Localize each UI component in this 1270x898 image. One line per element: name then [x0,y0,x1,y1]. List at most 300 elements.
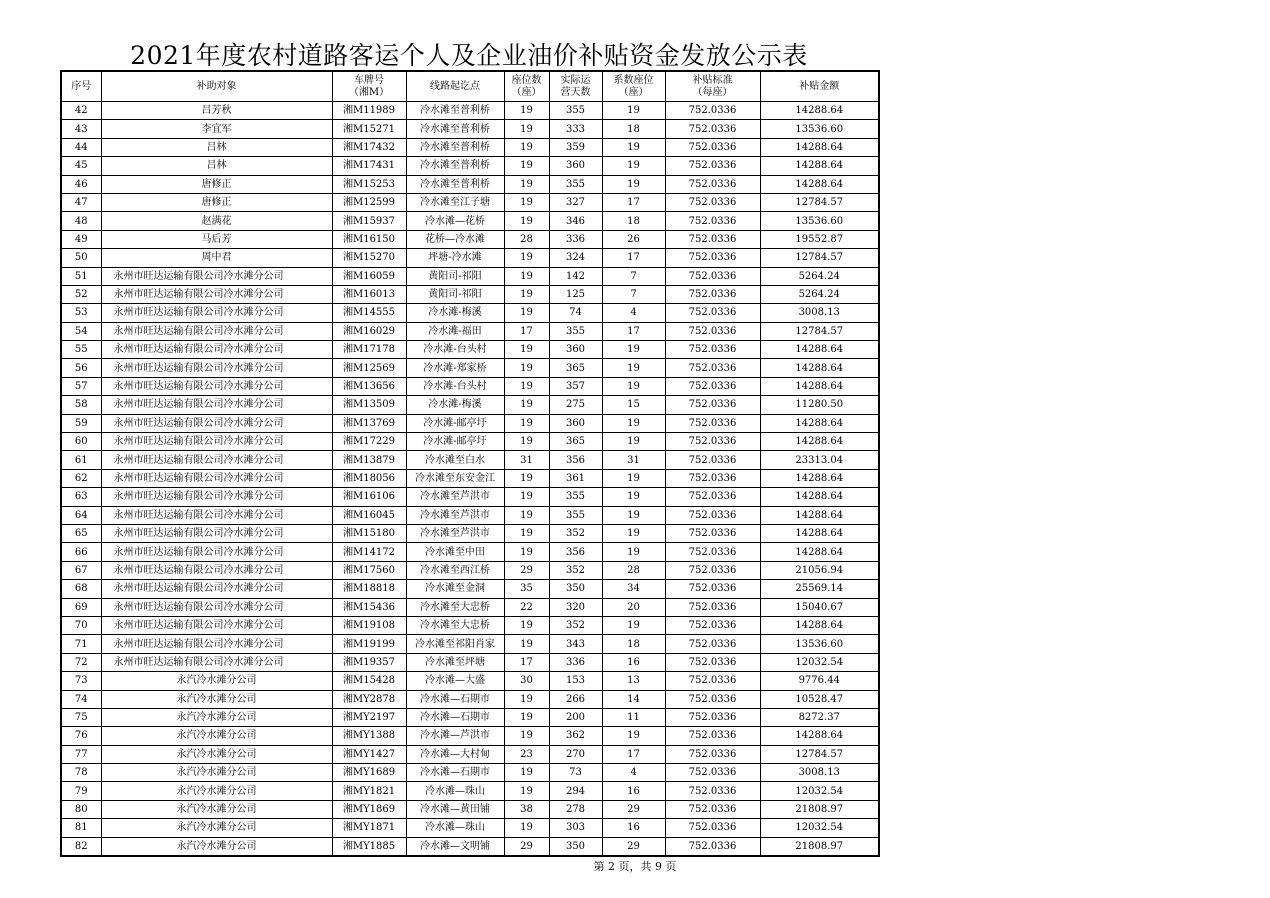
cell-col-recipient: 永州市旺达运输有限公司冷水滩分公司 [101,304,332,322]
cell-col-days: 355 [549,102,602,120]
table-row [61,635,879,653]
cell-col-route: 冷水滩—石期市 [406,690,504,708]
table-row [61,469,879,487]
cell-col-plate: 湘MY2197 [332,708,406,726]
cell-col-plate: 湘M16059 [332,267,406,285]
cell-col-amount: 14288.64 [760,506,879,524]
cell-col-amount: 13536.60 [760,120,879,138]
cell-col-route: 冷水滩-台头村 [406,341,504,359]
cell-col-route: 冷水滩至芦洪市 [406,488,504,506]
cell-col-index: 65 [61,524,101,542]
cell-col-amount: 15040.67 [760,598,879,616]
cell-col-route: 冷水滩—黄田铺 [406,800,504,818]
cell-col-plate: 湘M18818 [332,580,406,598]
cell-col-index: 68 [61,580,101,598]
cell-col-index: 72 [61,653,101,671]
page-footer: 第 2 页，共 9 页 [593,860,677,873]
table-row [61,157,879,175]
cell-col-index: 61 [61,451,101,469]
cell-col-standard: 752.0336 [665,819,760,837]
cell-col-standard: 752.0336 [665,727,760,745]
cell-col-index: 50 [61,249,101,267]
cell-col-index: 59 [61,414,101,432]
cell-col-standard: 752.0336 [665,322,760,340]
cell-col-index: 44 [61,138,101,156]
cell-col-plate: 湘M18056 [332,469,406,487]
table-row [61,837,879,856]
cell-col-amount: 3008.13 [760,304,879,322]
cell-col-route: 冷水滩—花桥 [406,212,504,230]
cell-col-plate: 湘MY1689 [332,764,406,782]
cell-col-route: 冷水滩至坪塘 [406,653,504,671]
cell-col-recipient: 吕芳秋 [101,102,332,120]
cell-col-days: 350 [549,837,602,856]
cell-col-amount: 12032.54 [760,819,879,837]
cell-col-recipient: 永州市旺达运输有限公司冷水滩分公司 [101,524,332,542]
cell-col-index: 64 [61,506,101,524]
table-row [61,451,879,469]
cell-col-coef-seats: 19 [602,377,665,395]
cell-col-amount: 21056.94 [760,561,879,579]
cell-col-index: 45 [61,157,101,175]
cell-col-seats: 19 [504,469,549,487]
cell-col-index: 63 [61,488,101,506]
cell-col-coef-seats: 7 [602,267,665,285]
cell-col-seats: 19 [504,414,549,432]
cell-col-route: 冷水滩-福田 [406,322,504,340]
cell-col-index: 52 [61,285,101,303]
cell-col-standard: 752.0336 [665,212,760,230]
cell-col-route: 冷水滩—芦洪市 [406,727,504,745]
cell-col-standard: 752.0336 [665,800,760,818]
table-row [61,616,879,634]
cell-col-days: 356 [549,543,602,561]
table-row [61,230,879,248]
cell-col-recipient: 永汽冷水滩分公司 [101,727,332,745]
cell-col-days: 343 [549,635,602,653]
cell-col-seats: 19 [504,488,549,506]
cell-col-route: 冷水滩-郑家桥 [406,359,504,377]
cell-col-index: 76 [61,727,101,745]
cell-col-seats: 19 [504,249,549,267]
cell-col-route: 坪塘-冷水滩 [406,249,504,267]
cell-col-amount: 12784.57 [760,193,879,211]
cell-col-seats: 29 [504,561,549,579]
table-row [61,322,879,340]
cell-col-amount: 8272.37 [760,708,879,726]
cell-col-recipient: 永州市旺达运输有限公司冷水滩分公司 [101,580,332,598]
cell-col-index: 80 [61,800,101,818]
cell-col-seats: 19 [504,690,549,708]
cell-col-recipient: 唐修正 [101,175,332,193]
cell-col-amount: 12784.57 [760,249,879,267]
cell-col-coef-seats: 29 [602,800,665,818]
cell-col-plate: 湘M15270 [332,249,406,267]
cell-col-coef-seats: 19 [602,616,665,634]
cell-col-plate: 湘M16106 [332,488,406,506]
cell-col-standard: 752.0336 [665,249,760,267]
cell-col-days: 352 [549,524,602,542]
cell-col-seats: 19 [504,377,549,395]
cell-col-index: 75 [61,708,101,726]
cell-col-amount: 14288.64 [760,616,879,634]
cell-col-route: 冷水滩至白水 [406,451,504,469]
cell-col-plate: 湘M13879 [332,451,406,469]
cell-col-amount: 14288.64 [760,175,879,193]
cell-col-plate: 湘M17178 [332,341,406,359]
cell-col-amount: 14288.64 [760,138,879,156]
cell-col-recipient: 永州市旺达运输有限公司冷水滩分公司 [101,616,332,634]
cell-col-seats: 19 [504,727,549,745]
cell-col-seats: 38 [504,800,549,818]
cell-col-recipient: 永汽冷水滩分公司 [101,837,332,856]
cell-col-standard: 752.0336 [665,341,760,359]
header-col-recipient: 补助对象 [101,71,332,102]
table-row [61,304,879,322]
cell-col-seats: 19 [504,543,549,561]
cell-col-amount: 14288.64 [760,433,879,451]
cell-col-route: 冷水滩至中田 [406,543,504,561]
cell-col-amount: 14288.64 [760,488,879,506]
cell-col-days: 362 [549,727,602,745]
table-row [61,764,879,782]
cell-col-standard: 752.0336 [665,175,760,193]
cell-col-index: 78 [61,764,101,782]
table-row [61,341,879,359]
cell-col-amount: 14288.64 [760,359,879,377]
cell-col-plate: 湘M15271 [332,120,406,138]
cell-col-route: 冷水滩至大忠桥 [406,616,504,634]
cell-col-coef-seats: 19 [602,433,665,451]
cell-col-route: 冷水滩至芦洪市 [406,506,504,524]
cell-col-coef-seats: 28 [602,561,665,579]
cell-col-standard: 752.0336 [665,304,760,322]
cell-col-recipient: 永州市旺达运输有限公司冷水滩分公司 [101,506,332,524]
cell-col-standard: 752.0336 [665,708,760,726]
cell-col-days: 336 [549,230,602,248]
cell-col-standard: 752.0336 [665,635,760,653]
cell-col-amount: 14288.64 [760,157,879,175]
cell-col-days: 355 [549,322,602,340]
cell-col-seats: 17 [504,322,549,340]
cell-col-plate: 湘M17229 [332,433,406,451]
cell-col-route: 冷水滩至普利桥 [406,175,504,193]
cell-col-plate: 湘M16029 [332,322,406,340]
cell-col-index: 56 [61,359,101,377]
cell-col-recipient: 吕林 [101,138,332,156]
cell-col-recipient: 永汽冷水滩分公司 [101,819,332,837]
cell-col-amount: 12784.57 [760,322,879,340]
cell-col-route: 冷水滩—石期市 [406,708,504,726]
cell-col-seats: 19 [504,708,549,726]
cell-col-plate: 湘MY1871 [332,819,406,837]
cell-col-seats: 19 [504,175,549,193]
cell-col-index: 46 [61,175,101,193]
cell-col-recipient: 永州市旺达运输有限公司冷水滩分公司 [101,322,332,340]
subsidy-table [60,70,880,857]
cell-col-plate: 湘M13769 [332,414,406,432]
cell-col-coef-seats: 4 [602,764,665,782]
cell-col-recipient: 永汽冷水滩分公司 [101,782,332,800]
cell-col-coef-seats: 34 [602,580,665,598]
cell-col-coef-seats: 15 [602,396,665,414]
cell-col-index: 73 [61,672,101,690]
cell-col-coef-seats: 19 [602,524,665,542]
table-row [61,800,879,818]
cell-col-standard: 752.0336 [665,653,760,671]
cell-col-standard: 752.0336 [665,488,760,506]
table-row [61,819,879,837]
cell-col-amount: 14288.64 [760,414,879,432]
cell-col-recipient: 永州市旺达运输有限公司冷水滩分公司 [101,451,332,469]
cell-col-index: 70 [61,616,101,634]
cell-col-seats: 22 [504,598,549,616]
cell-col-coef-seats: 4 [602,304,665,322]
cell-col-route: 冷水滩至普利桥 [406,120,504,138]
cell-col-coef-seats: 19 [602,175,665,193]
cell-col-route: 冷水滩-台头村 [406,377,504,395]
header-col-plate: 车牌号 （湘M） [332,71,406,102]
cell-col-index: 58 [61,396,101,414]
cell-col-route: 黄阳司-祁阳 [406,267,504,285]
table-row [61,433,879,451]
cell-col-days: 327 [549,193,602,211]
cell-col-index: 79 [61,782,101,800]
cell-col-recipient: 永汽冷水滩分公司 [101,800,332,818]
cell-col-standard: 752.0336 [665,543,760,561]
cell-col-days: 360 [549,414,602,432]
cell-col-plate: 湘MY1388 [332,727,406,745]
cell-col-days: 360 [549,341,602,359]
cell-col-days: 270 [549,745,602,763]
cell-col-coef-seats: 17 [602,745,665,763]
table-row [61,580,879,598]
cell-col-route: 冷水滩—大盛 [406,672,504,690]
cell-col-days: 73 [549,764,602,782]
cell-col-days: 275 [549,396,602,414]
table-row [61,102,879,120]
cell-col-amount: 14288.64 [760,377,879,395]
cell-col-coef-seats: 19 [602,138,665,156]
table-header-row [61,71,879,102]
cell-col-coef-seats: 19 [602,506,665,524]
cell-col-route: 冷水滩至西江桥 [406,561,504,579]
cell-col-standard: 752.0336 [665,764,760,782]
cell-col-route: 冷水滩至芦洪市 [406,524,504,542]
cell-col-standard: 752.0336 [665,396,760,414]
cell-col-recipient: 永州市旺达运输有限公司冷水滩分公司 [101,469,332,487]
cell-col-days: 153 [549,672,602,690]
cell-col-coef-seats: 31 [602,451,665,469]
cell-col-index: 51 [61,267,101,285]
cell-col-days: 200 [549,708,602,726]
cell-col-recipient: 永州市旺达运输有限公司冷水滩分公司 [101,488,332,506]
cell-col-standard: 752.0336 [665,377,760,395]
cell-col-days: 355 [549,488,602,506]
cell-col-days: 266 [549,690,602,708]
cell-col-standard: 752.0336 [665,230,760,248]
table-row [61,690,879,708]
cell-col-amount: 13536.60 [760,635,879,653]
cell-col-recipient: 周中君 [101,249,332,267]
cell-col-days: 356 [549,451,602,469]
header-col-amount: 补贴金额 [760,71,879,102]
cell-col-days: 360 [549,157,602,175]
cell-col-amount: 12784.57 [760,745,879,763]
cell-col-seats: 19 [504,616,549,634]
cell-col-coef-seats: 29 [602,837,665,856]
cell-col-plate: 湘M15180 [332,524,406,542]
cell-col-seats: 19 [504,212,549,230]
table-row [61,138,879,156]
cell-col-index: 48 [61,212,101,230]
cell-col-plate: 湘M15253 [332,175,406,193]
cell-col-recipient: 永州市旺达运输有限公司冷水滩分公司 [101,396,332,414]
cell-col-index: 67 [61,561,101,579]
cell-col-plate: 湘M19357 [332,653,406,671]
cell-col-recipient: 永州市旺达运输有限公司冷水滩分公司 [101,635,332,653]
cell-col-index: 43 [61,120,101,138]
cell-col-recipient: 永州市旺达运输有限公司冷水滩分公司 [101,543,332,561]
table-row [61,120,879,138]
table-row [61,506,879,524]
cell-col-route: 冷水滩至东安金江 [406,469,504,487]
cell-col-amount: 12032.54 [760,653,879,671]
cell-col-standard: 752.0336 [665,672,760,690]
table-row [61,267,879,285]
cell-col-route: 黄阳司-祁阳 [406,285,504,303]
cell-col-index: 47 [61,193,101,211]
cell-col-plate: 湘M13509 [332,396,406,414]
cell-col-days: 324 [549,249,602,267]
cell-col-route: 冷水滩—珠山 [406,782,504,800]
table-row [61,708,879,726]
cell-col-amount: 14288.64 [760,727,879,745]
cell-col-seats: 19 [504,782,549,800]
cell-col-route: 冷水滩-梅溪 [406,304,504,322]
header-col-index: 序号 [61,71,101,102]
table-row [61,377,879,395]
cell-col-coef-seats: 19 [602,102,665,120]
cell-col-plate: 湘MY2878 [332,690,406,708]
cell-col-recipient: 永州市旺达运输有限公司冷水滩分公司 [101,598,332,616]
cell-col-coef-seats: 19 [602,469,665,487]
cell-col-recipient: 李宜军 [101,120,332,138]
table-row [61,672,879,690]
cell-col-coef-seats: 16 [602,819,665,837]
cell-col-coef-seats: 19 [602,488,665,506]
cell-col-plate: 湘M11989 [332,102,406,120]
cell-col-standard: 752.0336 [665,616,760,634]
cell-col-standard: 752.0336 [665,580,760,598]
cell-col-standard: 752.0336 [665,359,760,377]
cell-col-standard: 752.0336 [665,561,760,579]
cell-col-coef-seats: 18 [602,120,665,138]
cell-col-route: 冷水滩至祁阳肖家 [406,635,504,653]
cell-col-days: 352 [549,561,602,579]
cell-col-coef-seats: 18 [602,635,665,653]
cell-col-seats: 19 [504,267,549,285]
cell-col-standard: 752.0336 [665,745,760,763]
cell-col-days: 336 [549,653,602,671]
cell-col-days: 361 [549,469,602,487]
cell-col-amount: 14288.64 [760,543,879,561]
cell-col-seats: 23 [504,745,549,763]
cell-col-seats: 19 [504,157,549,175]
table-row [61,175,879,193]
cell-col-days: 278 [549,800,602,818]
table-row [61,396,879,414]
cell-col-plate: 湘M12599 [332,193,406,211]
cell-col-plate: 湘M13656 [332,377,406,395]
cell-col-route: 冷水滩-梅溪 [406,396,504,414]
cell-col-recipient: 赵满花 [101,212,332,230]
cell-col-route: 冷水滩至金洞 [406,580,504,598]
cell-col-seats: 29 [504,837,549,856]
cell-col-coef-seats: 17 [602,322,665,340]
cell-col-amount: 13536.60 [760,212,879,230]
cell-col-route: 冷水滩至普利桥 [406,138,504,156]
cell-col-standard: 752.0336 [665,524,760,542]
cell-col-amount: 14288.64 [760,524,879,542]
cell-col-amount: 25569.14 [760,580,879,598]
cell-col-standard: 752.0336 [665,193,760,211]
cell-col-coef-seats: 7 [602,285,665,303]
cell-col-coef-seats: 19 [602,414,665,432]
cell-col-coef-seats: 17 [602,193,665,211]
table-row [61,414,879,432]
cell-col-plate: 湘M12569 [332,359,406,377]
table-row [61,543,879,561]
cell-col-plate: 湘M19199 [332,635,406,653]
cell-col-plate: 湘MY1885 [332,837,406,856]
cell-col-standard: 752.0336 [665,267,760,285]
cell-col-coef-seats: 26 [602,230,665,248]
table-row [61,524,879,542]
cell-col-route: 冷水滩—石期市 [406,764,504,782]
cell-col-days: 357 [549,377,602,395]
cell-col-route: 冷水滩至普利桥 [406,102,504,120]
cell-col-route: 冷水滩—文明铺 [406,837,504,856]
header-col-standard: 补贴标准 （每座） [665,71,760,102]
cell-col-plate: 湘M16150 [332,230,406,248]
table-row [61,193,879,211]
cell-col-coef-seats: 13 [602,672,665,690]
header-col-route: 线路起讫点 [406,71,504,102]
cell-col-seats: 17 [504,653,549,671]
table-row [61,488,879,506]
cell-col-coef-seats: 19 [602,341,665,359]
cell-col-standard: 752.0336 [665,782,760,800]
cell-col-standard: 752.0336 [665,837,760,856]
cell-col-amount: 23313.04 [760,451,879,469]
cell-col-seats: 19 [504,138,549,156]
cell-col-plate: 湘M17431 [332,157,406,175]
cell-col-index: 42 [61,102,101,120]
cell-col-index: 71 [61,635,101,653]
cell-col-amount: 19552.87 [760,230,879,248]
cell-col-standard: 752.0336 [665,120,760,138]
cell-col-days: 74 [549,304,602,322]
cell-col-plate: 湘M14172 [332,543,406,561]
cell-col-plate: 湘MY1869 [332,800,406,818]
cell-col-recipient: 永州市旺达运输有限公司冷水滩分公司 [101,267,332,285]
cell-col-route: 冷水滩-邮亭圩 [406,433,504,451]
cell-col-seats: 19 [504,359,549,377]
cell-col-recipient: 吕林 [101,157,332,175]
cell-col-route: 花桥—冷水滩 [406,230,504,248]
table-row [61,653,879,671]
